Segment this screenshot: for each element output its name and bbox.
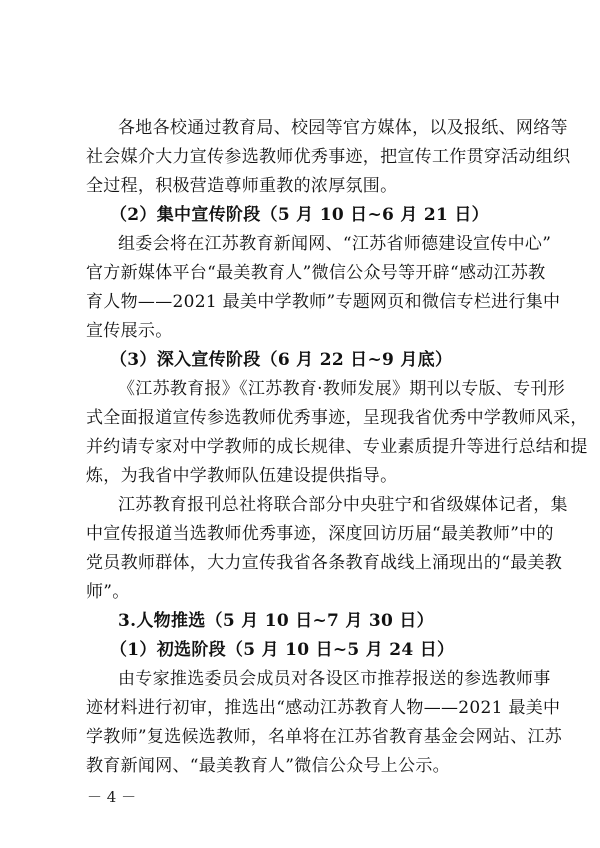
subsection-heading: （1）初选阶段（5 月 10 日~5 月 24 日） [110,640,455,660]
subsection-heading: （3）深入宣传阶段（6 月 22 日~9 月底） [110,350,453,370]
paragraph-line: 各地各校通过教育局、校园等官方媒体，以及报纸、网络等 [118,118,568,138]
paragraph-line: 炼，为我省中学教师队伍建设提供指导。 [86,466,398,486]
paragraph-line: 迹材料进行初审，推选出“感动江苏教育人物——2021 最美中 [86,698,561,718]
paragraph-line: 育人物——2021 最美中学教师”专题网页和微信专栏进行集中 [86,292,561,312]
paragraph-line: 式全面报道宣传参选教师优秀事迹，呈现我省优秀中学教师风采， [86,408,588,428]
paragraph-line: 由专家推选委员会成员对各设区市推荐报送的参选教师事 [118,669,551,689]
paragraph-line: 全过程，积极营造尊师重教的浓厚氛围。 [86,176,398,196]
paragraph-line: 并约请专家对中学教师的成长规律、专业素质提升等进行总结和提 [86,437,588,457]
paragraph-line: 中宣传报道当选教师优秀事迹，深度回访历届“最美教师”中的 [86,524,554,544]
section-heading: 3.人物推选（5 月 10 日~7 月 30 日） [118,611,434,631]
page-number: － 4 － [87,788,137,806]
paragraph-line: 组委会将在江苏教育新闻网、“江苏省师德建设宣传中心” [118,234,552,254]
paragraph-line: 党员教师群体，大力宣传我省各条教育战线上涌现出的“最美教 [86,553,563,573]
paragraph-line: 官方新媒体平台“最美教育人”微信公众号等开辟“感动江苏教 [86,263,546,283]
subsection-heading: （2）集中宣传阶段（5 月 10 日~6 月 21 日） [110,205,489,225]
paragraph-line: 江苏教育报刊总社将联合部分中央驻宁和省级媒体记者，集 [118,495,568,515]
paragraph-line: 《江苏教育报》《江苏教育·教师发展》期刊以专版、专刊形 [118,379,566,399]
paragraph-line: 教育新闻网、“最美教育人”微信公众号上公示。 [86,756,450,776]
paragraph-line: 社会媒介大力宣传参选教师优秀事迹，把宣传工作贯穿活动组织 [86,147,571,167]
paragraph-line: 师”。 [86,582,130,602]
paragraph-line: 学教师”复选候选教师，名单将在江苏省教育基金会网站、江苏 [86,727,563,747]
paragraph-line: 宣传展示。 [86,321,173,341]
